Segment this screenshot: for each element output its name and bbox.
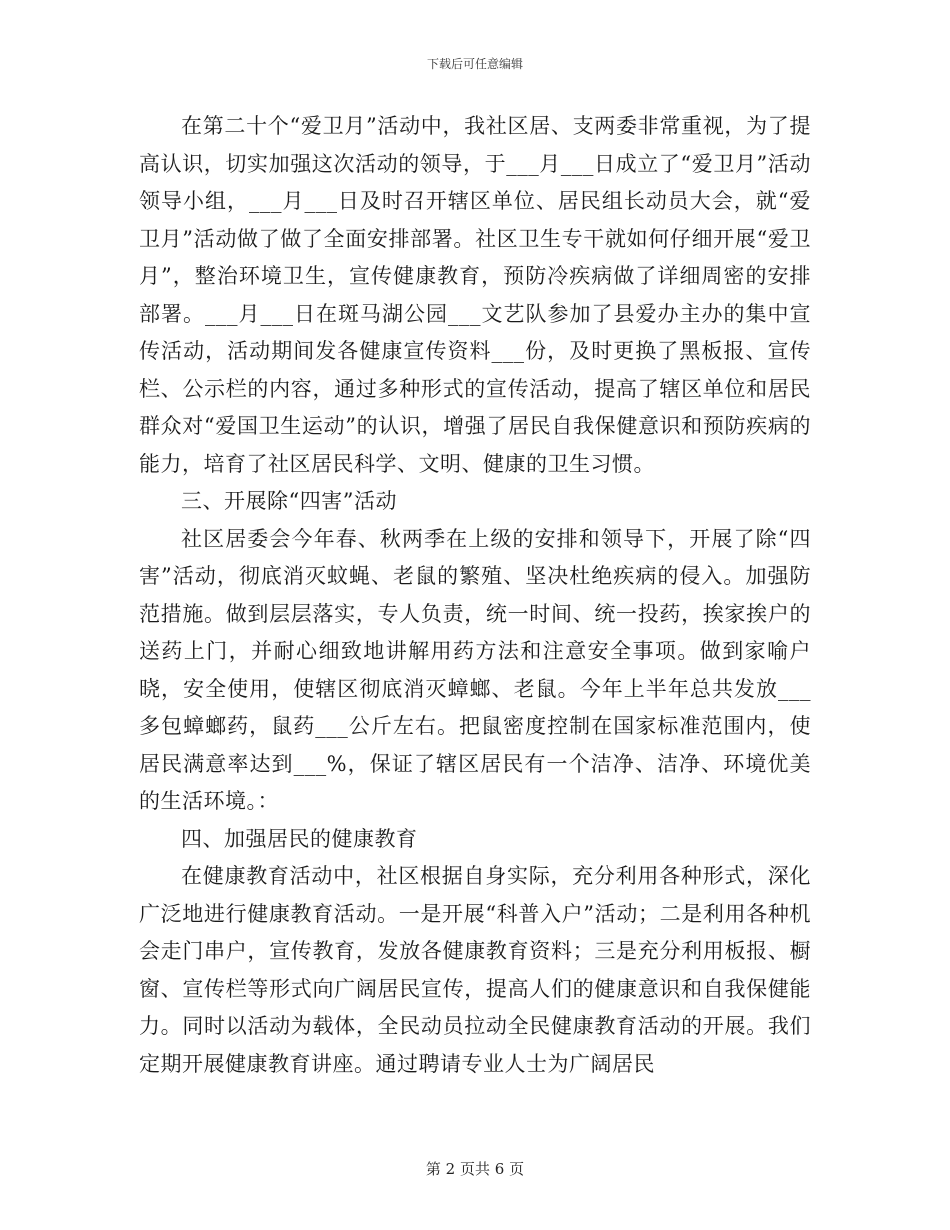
paragraph-health-education: 在健康教育活动中，社区根据自身实际，充分利用各种形式，深化广泛地进行健康教育活动。一是开展“科普入户”活动；二是利用各种机会走门串户，宣传教育，发放各健康教育资料；三是充分利用板报、橱窗、宣传栏等形式向广阔居民宣传，提高人们的健康意识和自我保健能力。同时以活动为载体，全民动员拉动全民健康教育活动的开展。我们定期开展健康教育讲座。通过聘请专业人士为广阔居民: [139, 864, 811, 1076]
page-header: 下载后可任意编辑: [426, 57, 523, 71]
section-heading-health-education: 四、加强居民的健康教育: [181, 826, 418, 851]
document-body: [139, 108, 811, 1083]
section-heading-four-pests: 三、开展除“四害”活动: [181, 489, 397, 513]
page-footer: 第 2 页共 6 页: [425, 1160, 525, 1178]
paragraph-aiwei-month: 在第二十个“爱卫月”活动中，我社区居、支两委非常重视，为了提高认识，切实加强这次活动的领导，于___月___日成立了“爱卫月”活动领导小组，___月___日及时召开辖区单位、居民组长动员大会，就“爱卫月”活动做了做了全面安排部署。社区卫生专干就如何仔细开展“爱卫月”，整治环境卫生，宣传健康教育，预防冷疾病做了详细周密的安排部署。___月___日在斑马湖公园___文艺队参加了县爱办主办的集中宣传活动，活动期间发各健康宣传资料___份，及时更换了黑板报、宣传栏、公示栏的内容，通过多种形式的宣传活动，提高了辖区单位和居民群众对“爱国卫生运动”的认识，增强了居民自我保健意识和预防疾病的能力，培育了社区居民科学、文明、健康的卫生习惯。: [139, 114, 811, 476]
paragraph-four-pests: 社区居委会今年春、秋两季在上级的安排和领导下，开展了除“四害”活动，彻底消灭蚊蝇、老鼠的繁殖、坚决杜绝疾病的侵入。加强防范措施。做到层层落实，专人负责，统一时间、统一投药，挨家挨户的送药上门，并耐心细致地讲解用药方法和注意安全事项。做到家喻户晓，安全使用，使辖区彻底消灭蟑螂、老鼠。今年上半年总共发放___多包蟑螂药，鼠药___公斤左右。把鼠密度控制在国家标准范围内，使居民满意率达到___%，保证了辖区居民有一个洁净、洁净、环境优美的生活环境。：: [139, 526, 811, 813]
